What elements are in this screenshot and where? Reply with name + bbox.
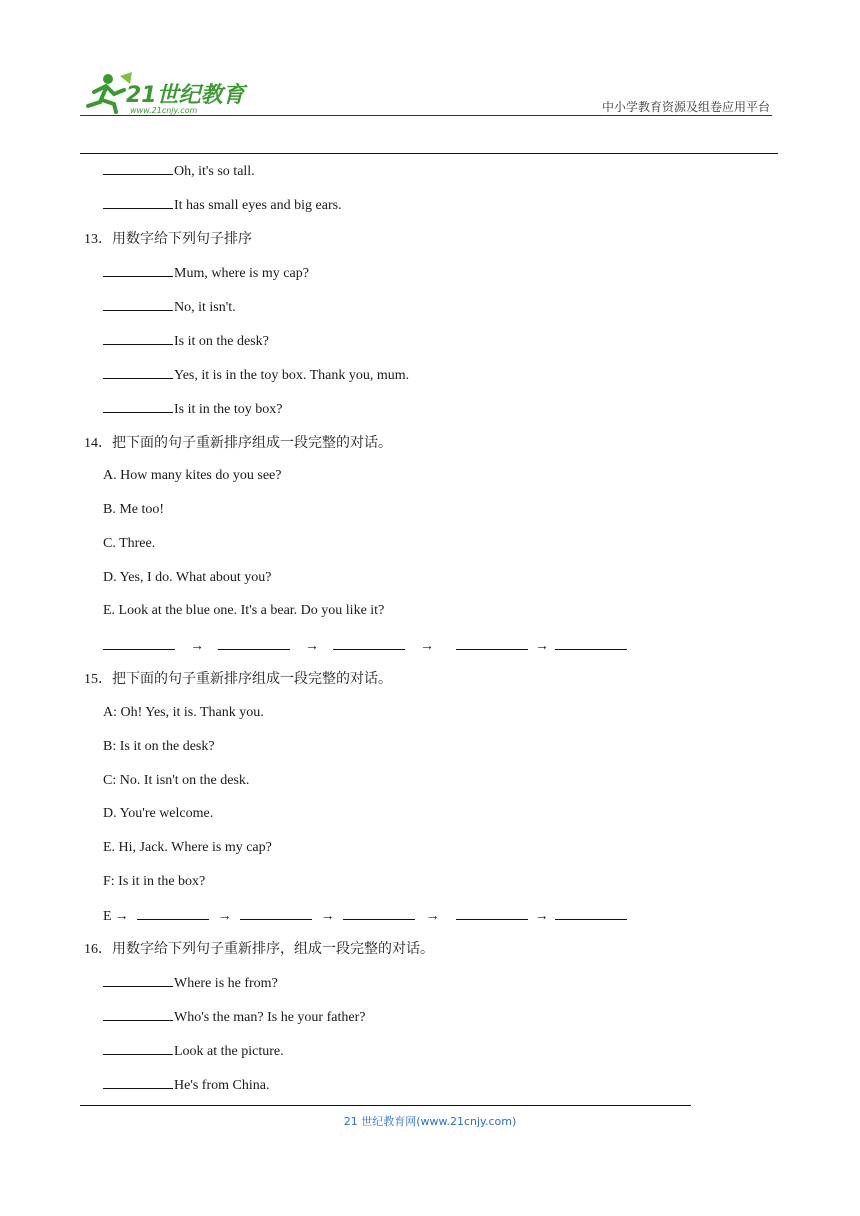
answer-sequence <box>103 907 628 926</box>
option-c: C: No. It isn't on the desk. <box>103 773 250 788</box>
answer-blank[interactable] <box>103 332 173 345</box>
answer-blank[interactable] <box>103 637 175 650</box>
answer-blank[interactable] <box>456 907 528 920</box>
list-item: It has small eyes and big ears. <box>103 196 342 215</box>
answer-blank[interactable] <box>103 974 173 987</box>
arrow-icon: → <box>320 909 335 924</box>
answer-blank[interactable] <box>103 1008 173 1021</box>
question-16: 16．用数字给下列句子重新排序，组成一段完整的对话。 <box>84 941 434 957</box>
header-divider <box>80 115 772 116</box>
option-d: D. Yes, I do. What about you? <box>103 570 272 585</box>
page-header <box>80 68 780 118</box>
option-b: B. Me too! <box>103 502 165 517</box>
answer-blank[interactable] <box>103 162 173 175</box>
arrow-icon: → <box>114 909 129 924</box>
list-item: Oh, it's so tall. <box>103 162 255 181</box>
list-item: Yes, it is in the toy box. Thank you, mum. <box>103 366 409 385</box>
answer-blank[interactable] <box>137 907 209 920</box>
list-item: Is it on the desk? <box>103 332 269 351</box>
option-a: A: Oh! Yes, it is. Thank you. <box>103 705 264 720</box>
option-d: D. You're welcome. <box>103 806 214 821</box>
question-15: 15．把下面的句子重新排序组成一段完整的对话。 <box>84 671 392 687</box>
answer-blank[interactable] <box>456 637 528 650</box>
answer-blank[interactable] <box>103 298 173 311</box>
svg-text:www.21cnjy.com: www.21cnjy.com <box>130 106 198 115</box>
page-footer: 21 世纪教育网(www.21cnjy.com) <box>343 1115 517 1128</box>
answer-blank[interactable] <box>103 400 173 413</box>
arrow-icon: → <box>217 909 232 924</box>
sequence-start: E <box>103 909 112 924</box>
question-13: 13．用数字给下列句子排序 <box>84 231 252 247</box>
21cnjy-logo <box>80 70 280 116</box>
list-item: Mum, where is my cap? <box>103 264 309 283</box>
arrow-icon: → <box>534 909 549 924</box>
option-b: B: Is it on the desk? <box>103 739 215 754</box>
platform-name: 中小学教育资源及组卷应用平台 <box>601 100 770 114</box>
answer-blank[interactable] <box>555 637 627 650</box>
answer-blank[interactable] <box>103 1042 173 1055</box>
arrow-icon: → <box>190 639 204 654</box>
arrow-icon: → <box>305 639 319 654</box>
answer-blank[interactable] <box>103 264 173 277</box>
list-item: Look at the picture. <box>103 1042 284 1061</box>
svg-text:21世纪教育: 21世纪教育 <box>126 83 245 108</box>
arrow-icon: → <box>425 909 440 924</box>
answer-blank[interactable] <box>103 196 173 209</box>
arrow-icon: → <box>535 639 549 654</box>
list-item: Who's the man? Is he your father? <box>103 1008 365 1027</box>
option-f: F: Is it in the box? <box>103 874 206 889</box>
option-a: A. How many kites do you see? <box>103 468 282 483</box>
content-top-rule <box>80 153 778 154</box>
answer-blank[interactable] <box>343 907 415 920</box>
footer-divider <box>80 1105 691 1106</box>
list-item: He's from China. <box>103 1076 269 1095</box>
option-e: E. Look at the blue one. It's a bear. Do you like it? <box>103 603 385 618</box>
answer-blank[interactable] <box>103 366 173 379</box>
answer-sequence <box>103 637 628 656</box>
list-item: No, it isn't. <box>103 298 236 317</box>
answer-blank[interactable] <box>333 637 405 650</box>
answer-blank[interactable] <box>240 907 312 920</box>
option-e: E. Hi, Jack. Where is my cap? <box>103 840 272 855</box>
list-item: Where is he from? <box>103 974 278 993</box>
answer-blank[interactable] <box>555 907 627 920</box>
answer-blank[interactable] <box>103 1076 173 1089</box>
question-14: 14．把下面的句子重新排序组成一段完整的对话。 <box>84 435 392 451</box>
list-item: Is it in the toy box? <box>103 400 283 419</box>
arrow-icon: → <box>420 639 434 654</box>
answer-blank[interactable] <box>218 637 290 650</box>
option-c: C. Three. <box>103 536 156 551</box>
